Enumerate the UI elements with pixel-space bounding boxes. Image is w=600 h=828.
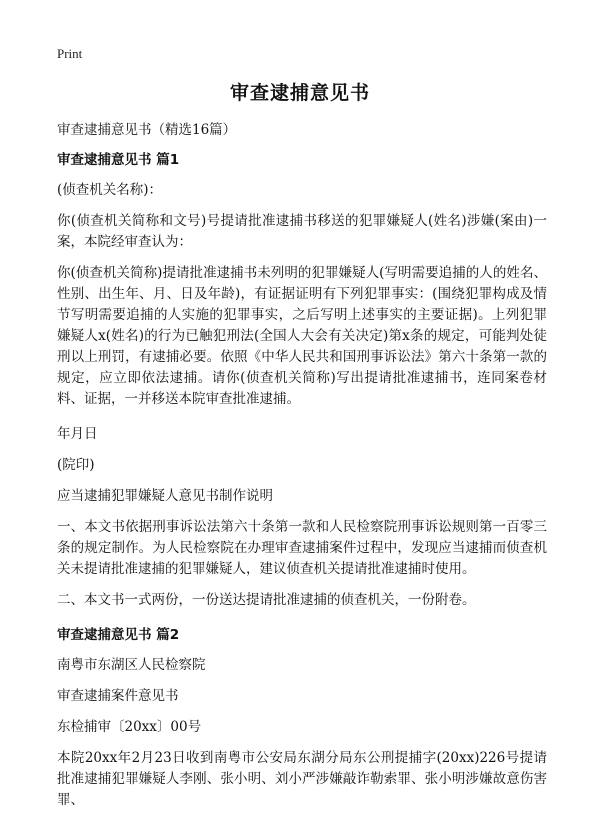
instruction-note-1: 一、本文书依据刑事诉讼法第六十条第一款和人民检察院刑事诉讼规则第一百零三条的规定制作。为人民检察院在办理审查逮捕案件过程中，发现应当逮捕而侦查机关未提请批准逮捕的犯罪嫌疑人，建议侦查机关提请批准逮捕时使用。 xyxy=(57,519,547,577)
date-line: 年月日 xyxy=(57,426,98,442)
document-number: 东检捕审〔20xx〕00号 xyxy=(57,719,202,735)
seal-line: (院印) xyxy=(57,457,95,473)
section-1-heading: 审查逮捕意见书 篇1 xyxy=(57,152,180,168)
procuratorate-name: 南粤市东湖区人民检察院 xyxy=(57,657,206,673)
section-1-paragraph-2: 你(侦查机关简称)提请批准逮捕书未列明的犯罪嫌疑人(写明需要追捕的人的姓名、性别、出生年、月、日及年龄)，有证据证明有下列犯罪事实：(围绕犯罪构成及情节写明需要追捕的人实施的犯罪事实，之后写明上述事实的主要证据)。上列犯罪嫌疑人x(姓名)的行为已触犯刑法(全国人大会有关决定)第x条的规定，可能判处徒刑以上刑罚，有逮捕必要。依照《中华人民共和国刑事诉讼法》第六十条第一款的规定，应立即依法逮捕。请你(侦查机关简称)写出提请批准逮捕书，连同案卷材料、证据，一并移送本院审查批准逮捕。 xyxy=(57,265,547,407)
section-2-paragraph-1: 本院20xx年2月23日收到南粤市公安局东湖分局东公刑提捕字(20xx)226号提请批准逮捕犯罪嫌疑人李刚、张小明、刘小严涉嫌敲诈勒索罪、张小明涉嫌故意伤害罪、 xyxy=(57,750,547,808)
instruction-note-2: 二、本文书一式两份，一份送达提请批准逮捕的侦查机关，一份附卷。 xyxy=(57,592,476,608)
document-subtitle: 审查逮捕意见书（精选16篇） xyxy=(57,122,237,138)
section-2-heading: 审查逮捕意见书 篇2 xyxy=(57,627,180,643)
document-type: 审查逮捕案件意见书 xyxy=(57,688,179,704)
agency-salutation: (侦查机关名称)： xyxy=(57,182,163,198)
section-1-paragraph-1: 你(侦查机关简称和文号)号提请批准逮捕书移送的犯罪嫌疑人(姓名)涉嫌(案由)一案，本院经审查认为： xyxy=(57,213,547,250)
instructions-heading: 应当逮捕犯罪嫌疑人意见书制作说明 xyxy=(57,488,273,504)
print-link[interactable]: Print xyxy=(57,46,83,61)
document-title: 审查逮捕意见书 xyxy=(229,82,370,104)
document-body xyxy=(57,120,547,821)
